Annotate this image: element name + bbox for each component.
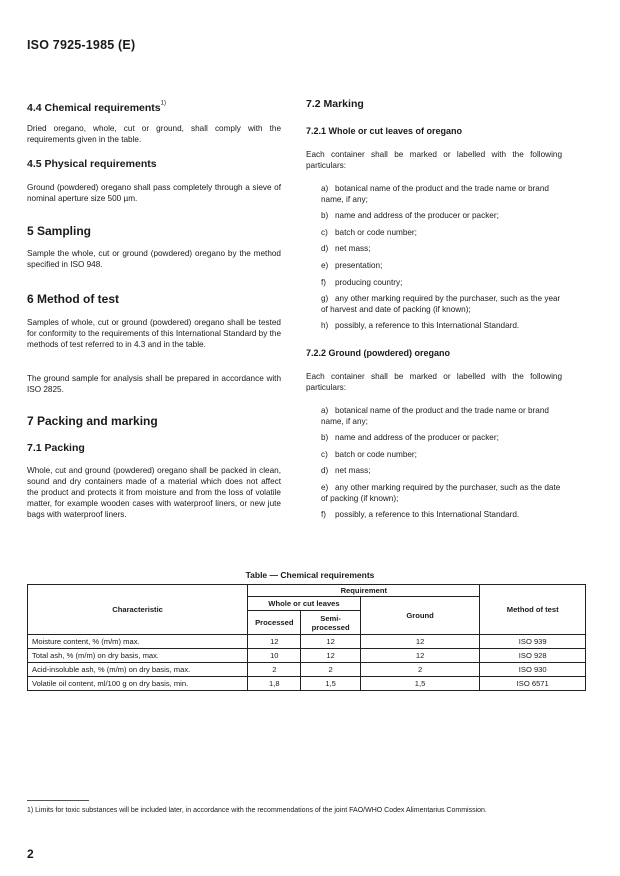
cell-method: ISO 930 <box>480 663 586 677</box>
list-item: b) name and address of the producer or packer; <box>321 433 499 442</box>
list-item: h) possibly, a reference to this International Standard. <box>321 321 520 330</box>
cell-ground: 1,5 <box>360 677 480 691</box>
list-item: c) batch or code number; <box>321 450 417 459</box>
section-4-5-title: 4.5 Physical requirements <box>27 158 157 170</box>
section-7-1-text: Whole, cut and ground (powdered) oregano shall be packed in clean, sound and dry containers made of a material which does not affect the product and protects it from moisture and from the loss of volatile matter, for example wooden cases with waterproof liners, or new jute bags with waterproof liners. <box>27 466 281 519</box>
cell-characteristic: Total ash, % (m/m) on dry basis, max. <box>28 649 248 663</box>
section-6-text-1: Samples of whole, cut or ground (powdered) oregano shall be tested for conformity to the requirements of this International Standard by the methods of test referred to in 4.3 and in the table. <box>27 318 281 349</box>
col-whole-cut: Whole or cut leaves <box>248 597 361 611</box>
list-item: d) net mass; <box>321 466 371 475</box>
list-item: a) botanical name of the product and the trade name or brand name, if any; <box>321 184 549 204</box>
section-4-4-text: Dried oregano, whole, cut or ground, shall comply with the requirements given in the table. <box>27 124 281 144</box>
section-5-text: Sample the whole, cut or ground (powdered) oregano by the method specified in ISO 948. <box>27 249 281 269</box>
list-item: d) net mass; <box>321 244 371 253</box>
section-7-2-2-title: 7.2.2 Ground (powdered) oregano <box>306 348 451 358</box>
col-method: Method of test <box>480 585 586 635</box>
table-header-row <box>28 585 586 597</box>
col-ground: Ground <box>360 597 480 635</box>
col-processed: Processed <box>248 611 301 635</box>
cell-processed: 12 <box>248 635 301 649</box>
list-item: f) producing country; <box>321 278 403 287</box>
cell-semi: 12 <box>301 635 360 649</box>
col-requirement: Requirement <box>248 585 480 597</box>
cell-characteristic: Volatile oil content, ml/100 g on dry basis, min. <box>28 677 248 691</box>
section-7-title: 7 Packing and marking <box>27 414 158 428</box>
section-7-2-2-intro: Each container shall be marked or labelled with the following particulars: <box>306 372 562 392</box>
list-item: a) botanical name of the product and the trade name or brand name, if any; <box>321 406 549 426</box>
cell-processed: 1,8 <box>248 677 301 691</box>
section-7-2-1-intro: Each container shall be marked or labelled with the following particulars: <box>306 150 562 170</box>
table-row <box>28 663 586 677</box>
cell-semi: 2 <box>301 663 360 677</box>
list-item: g) any other marking required by the purchaser, such as the year of harvest and date of packing (if known); <box>321 294 561 314</box>
section-7-1-title: 7.1 Packing <box>27 442 85 454</box>
table-row <box>28 635 586 649</box>
cell-method: ISO 928 <box>480 649 586 663</box>
section-5-title: 5 Sampling <box>27 224 92 238</box>
cell-characteristic: Moisture content, % (m/m) max. <box>28 635 248 649</box>
cell-ground: 2 <box>360 663 480 677</box>
table-row <box>28 649 586 663</box>
cell-method: ISO 6571 <box>480 677 586 691</box>
footnote-rule <box>27 800 89 801</box>
cell-ground: 12 <box>360 649 480 663</box>
list-item: f) possibly, a reference to this International Standard. <box>321 510 520 519</box>
page-number: 2 <box>27 847 34 861</box>
cell-processed: 2 <box>248 663 301 677</box>
section-7-2-1-title: 7.2.1 Whole or cut leaves of oregano <box>306 126 463 136</box>
list-item: e) presentation; <box>321 261 383 270</box>
cell-ground: 12 <box>360 635 480 649</box>
table-row <box>28 677 586 691</box>
section-6-title: 6 Method of test <box>27 292 119 306</box>
chemical-requirements-table <box>27 584 586 691</box>
list-item: b) name and address of the producer or packer; <box>321 211 499 220</box>
document-header: ISO 7925-1985 (E) <box>27 38 136 52</box>
section-7-2-title: 7.2 Marking <box>306 98 364 110</box>
cell-semi: 12 <box>301 649 360 663</box>
list-item: e) any other marking required by the purchaser, such as the date of packing (if known); <box>321 483 561 503</box>
section-6-text-2: The ground sample for analysis shall be prepared in accordance with ISO 2825. <box>27 374 281 394</box>
footnote-ref: 1) <box>160 100 166 107</box>
cell-characteristic: Acid-insoluble ash, % (m/m) on dry basis, max. <box>28 663 248 677</box>
section-4-5-text: Ground (powdered) oregano shall pass completely through a sieve of nominal aperture size 500 µm. <box>27 183 281 203</box>
section-4-4-title: 4.4 Chemical requirements <box>27 102 161 114</box>
table-caption: Table — Chemical requirements <box>245 570 375 580</box>
col-semi: Semi-processed <box>301 611 360 635</box>
cell-method: ISO 939 <box>480 635 586 649</box>
cell-semi: 1,5 <box>301 677 360 691</box>
col-characteristic: Characteristic <box>28 585 248 635</box>
cell-processed: 10 <box>248 649 301 663</box>
list-item: c) batch or code number; <box>321 228 417 237</box>
section-4-4-heading <box>27 98 166 116</box>
footnote: 1) Limits for toxic substances will be included later, in accordance with the recommendations of the joint FAO/WHO Codex Alimentarius Commission. <box>27 807 487 814</box>
